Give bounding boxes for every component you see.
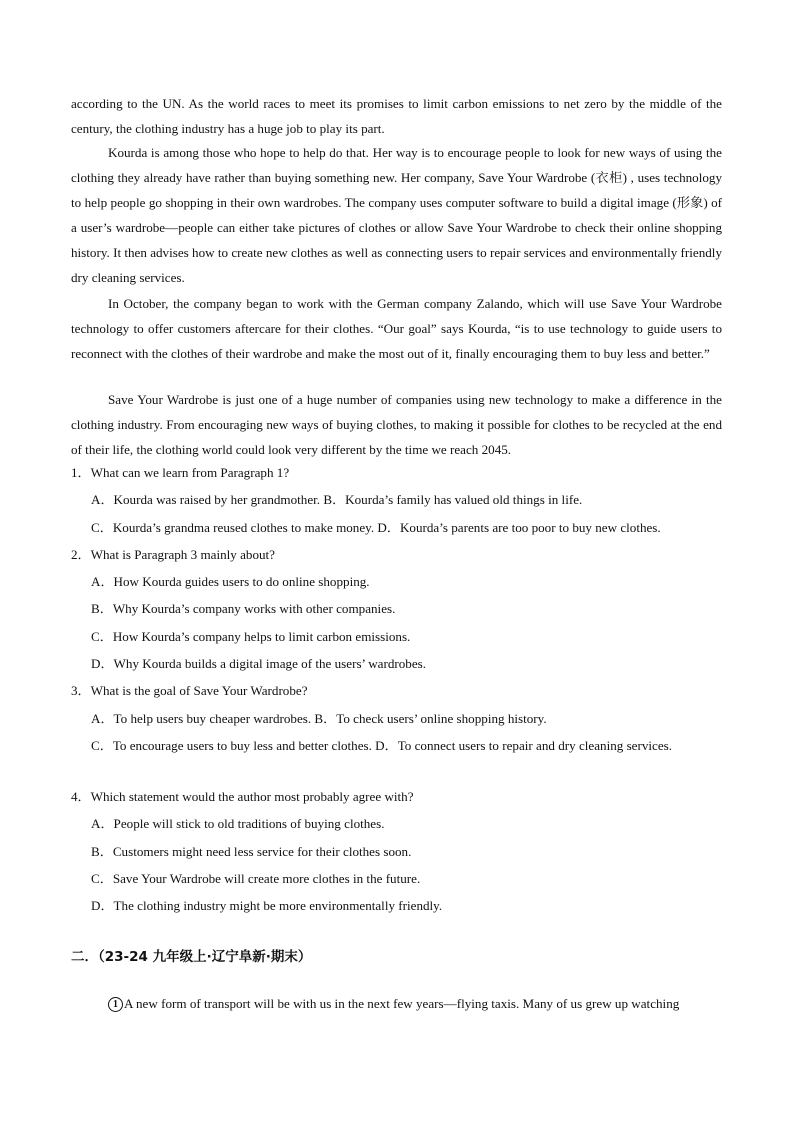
question-4-stem: 4．Which statement would the author most probably agree with? (71, 789, 414, 804)
section-2-paragraph-1 (108, 994, 723, 1014)
question-1-options-cd[interactable]: C．Kourda’s grandma reused clothes to make money. D．Kourda’s parents are too poor to buy new clothes. (91, 520, 661, 535)
question-2-option-d[interactable]: D．Why Kourda builds a digital image of the users’ wardrobes. (91, 656, 427, 671)
question-4-option-c[interactable]: C．Save Your Wardrobe will create more clothes in the future. (91, 871, 421, 886)
paragraph-3 (71, 140, 722, 290)
section-2-header: 二．（23-24 九年级上·辽宁阜新·期末） (71, 949, 312, 965)
paragraph-text: In October, the company began to work with the German company Zalando, which will use Save Your Wardrobe technology to offer customers aftercare for their clothes. “Our goal” says Kourda, “is to use technology to guide users to reconnect with the clothes of their wardrobe and make the most out of it, finally encouraging them to buy less and better.” (71, 296, 722, 361)
paragraph-4 (71, 291, 722, 366)
question-1-stem: 1．What can we learn from Paragraph 1? (71, 465, 290, 480)
question-3-options-cd[interactable]: C．To encourage users to buy less and better clothes. D．To connect users to repair and dry cleaning services. (91, 738, 673, 753)
paragraph-2-tail (71, 91, 722, 141)
question-2-option-b[interactable]: B．Why Kourda’s company works with other companies. (91, 601, 396, 616)
question-2-stem: 2．What is Paragraph 3 mainly about? (71, 547, 275, 562)
paragraph-text: according to the UN. As the world races to meet its promises to limit carbon emissions to net zero by the middle of the century, the clothing industry has a huge job to play its part. (71, 96, 722, 136)
paragraph-text: Save Your Wardrobe is just one of a huge number of companies using new technology to make a difference in the clothing industry. From encouraging new ways of buying clothes, to making it possible for clothes to be recycled at the end of their life, the clothing world could look very different by the time we reach 2045. (71, 392, 722, 457)
question-1-options-ab[interactable]: A．Kourda was raised by her grandmother. B．Kourda’s family has valued old things in life. (91, 492, 583, 507)
paragraph-text: A new form of transport will be with us in the next few years—flying taxis. Many of us grew up watching (124, 996, 680, 1011)
paragraph-text: Kourda is among those who hope to help do that. Her way is to encourage people to look for new ways of using the clothing they already have rather than buying something new. Her company, Save Your Wardrobe (衣柜) , uses technology to help people go shopping in their own wardrobes. The company uses computer software to build a digital image (形象) of a user’s wardrobe—people can either take pictures of clothes or allow Save Your Wardrobe to check their online shopping history. It then advises how to create new clothes as well as connecting users to repair services and environmentally friendly dry cleaning services. (71, 145, 722, 285)
question-2-option-a[interactable]: A．How Kourda guides users to do online shopping. (91, 574, 370, 589)
paragraph-number-circle: 1 (108, 997, 123, 1012)
question-4-option-d[interactable]: D．The clothing industry might be more environmentally friendly. (91, 898, 443, 913)
question-2-option-c[interactable]: C．How Kourda’s company helps to limit carbon emissions. (91, 629, 411, 644)
question-4-option-b[interactable]: B．Customers might need less service for their clothes soon. (91, 844, 412, 859)
paragraph-5 (71, 387, 722, 462)
question-4-option-a[interactable]: A．People will stick to old traditions of buying clothes. (91, 816, 385, 831)
question-3-options-ab[interactable]: A．To help users buy cheaper wardrobes. B．To check users’ online shopping history. (91, 711, 547, 726)
question-3-stem: 3．What is the goal of Save Your Wardrobe? (71, 683, 308, 698)
